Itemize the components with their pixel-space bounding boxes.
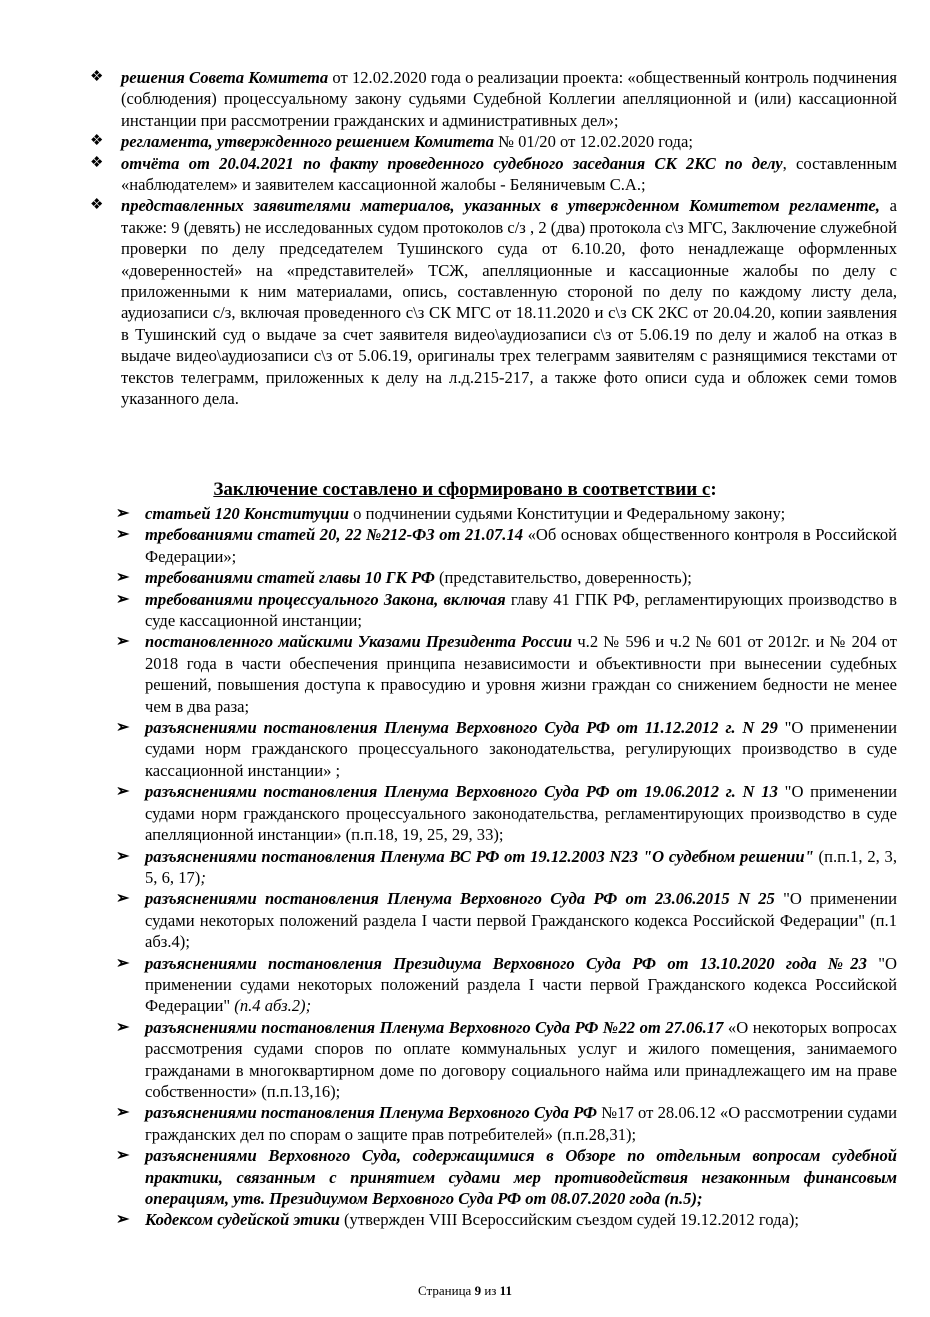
arrow-bullet-icon: ➢ [116, 1104, 130, 1122]
arrow-bullet-icon: ➢ [116, 890, 130, 908]
page-number: Страница 9 из 11 [418, 1283, 512, 1298]
arrow-bullet-icon: ➢ [116, 569, 130, 587]
list-item: ❖ регламента, утвержденного решением Комитета № 01/20 от 12.02.2020 года; [90, 132, 693, 152]
list-item: ➢ постановленного майскими Указами Президента России ч.2 № 596 и ч.2 № 601 от 2012г. и № 204 от 2018 года в части обеспечения принципа независимости и объективности при вынесении судебных решений, повышения доступа к правосудию и уровня жизни граждан со снижением бедности не менее чем в два раза; [116, 632, 897, 716]
arrow-bullet-icon: ➢ [116, 1147, 130, 1165]
list-item: ➢ разъяснениями постановления Президиума Верховного Суда РФ от 13.10.2020 года №23 "О применении судами некоторых положений раздела I части первой Гражданского кодекса Российской Федерации" (п.4 абз.2); [116, 953, 897, 1016]
arrow-bullet-icon: ➢ [116, 719, 130, 737]
arrow-bullet-icon: ➢ [116, 505, 130, 522]
basis-list [0, 67, 930, 410]
list-item: ❖ представленных заявителями материалов, указанных в утвержденном Комитетом регламенте, а также: 9 (девять) не исследованных судом протоколов с/з , 2 (два) протокола с\з МГС, Заключение служебной проверки по делу председателем Тушинского суда от 6.10.20, фото ненадлежаще оформленных «доверенностей» на «представителей» ТСЖ, апелляционные и кассационные жалобы по делу с приложенными к ним материалами, опись, составленную стороной по делу по каждому листу дела, аудиозаписи с/з, включая проведенного с\з СК МГС от 18.11.2020 и с\з СК 2КС от 20.04.20, копии заявления в Тушинский суд о выдаче за счет заявителя видео\аудиозаписи с\з от 5.06.19 по делу и жалоб на отказ в выдаче видео\аудиозаписи с\з от 5.06.19, оригиналы трех телеграмм заявителям с разнящимися текстами от текстов телеграмм, приложенных к делу на л.д.215-217, а также фото описи суда и обложек семи томов указанного дела. [90, 196, 898, 409]
list-item: ➢ требованиями статей 20, 22 №212-ФЗ от 21.07.14 «Об основах общественного контроля в Российской Федерации»; [116, 525, 897, 566]
arrow-bullet-icon: ➢ [116, 1211, 130, 1229]
list-item: ➢ требованиями процессуального Закона, включая главу 41 ГПК РФ, регламентирующих производство в суде кассационной инстанции; [116, 589, 897, 631]
compliance-list [0, 503, 930, 1231]
list-item: ➢ разъяснениями постановления Пленума Верховного Суда РФ №22 от 27.06.17 «О некоторых вопросах рассмотрения судами споров по оплате коммунальных услуг и жилого помещения, занимаемого гражданами в многоквартирном доме по договору социального найма или принадлежащего им на праве собственности» (п.п.13,16); [116, 1017, 897, 1101]
list-item: ➢ требованиями статей главы 10 ГК РФ (представительство, доверенность); [116, 568, 692, 588]
arrow-bullet-icon: ➢ [116, 783, 130, 801]
diamond-bullet-icon: ❖ [90, 69, 104, 85]
list-item: ➢ разъяснениями постановления Пленума Верховного Суда РФ от 11.12.2012 г. N 29 "О применении судами норм гражданского процессуального законодательства, регулирующих производство в суде кассационной инстанции» ; [116, 718, 897, 780]
arrow-bullet-icon: ➢ [116, 954, 130, 972]
list-item: ➢ разъяснениями постановления Пленума ВС РФ от 19.12.2003 N23 "О судебном решении" (п.п.1, 2, 3, 5, 6, 17); [116, 846, 897, 887]
arrow-bullet-icon: ➢ [116, 1018, 130, 1036]
list-item: ❖ решения Совета Комитета от 12.02.2020 года о реализации проекта: «общественный контроль подчинения (соблюдения) процессуальному закону судьями Судебной Коллегии апелляционной и (или) кассационной инстанции при рассмотрении гражданских и административных дел»; [90, 68, 897, 130]
section-heading: Заключение составлено и сформировано в соответствии с: [213, 479, 717, 500]
arrow-bullet-icon: ➢ [116, 633, 130, 651]
arrow-bullet-icon: ➢ [116, 526, 130, 544]
list-item: ➢ разъяснениями постановления Пленума Верховного Суда РФ от 19.06.2012 г. N 13 "О применении судами норм гражданского процессуального законодательства, регламентирующих производство в суде апелляционной инстанции» (п.п.18, 19, 25, 29, 33); [116, 782, 897, 845]
arrow-bullet-icon: ➢ [116, 590, 130, 608]
diamond-bullet-icon: ❖ [90, 133, 104, 150]
list-item: ➢ разъяснениями постановления Пленума Верховного Суда РФ от 23.06.2015 N 25 "О применении судами некоторых положений раздела I части первой Гражданского кодекса Российской Федерации" (п.1 абз.4); [116, 889, 897, 952]
diamond-bullet-icon: ❖ [90, 154, 104, 171]
diamond-bullet-icon: ❖ [90, 197, 104, 214]
list-item: ❖ отчёта от 20.04.2021 по факту проведенного судебного заседания СК 2КС по делу, составленным «наблюдателем» и заявителем кассационной жалобы - Беляничевым С.А.; [90, 153, 897, 195]
list-item: ➢ Кодексом судейской этики (утвержден VIII Всероссийским съездом судей 19.12.2012 года); [116, 1210, 800, 1230]
list-item: ➢ статьей 120 Конституции о подчинении судьями Конституции и Федеральному закону; [116, 504, 786, 523]
list-item: ➢ разъяснениями Верховного Суда, содержащимися в Обзоре по отдельным вопросам судебной практики, связанным с принятием судами мер противодействия незаконным финансовым операциям, утв. Президиумом Верховного Суда РФ от 08.07.2020 года (п.5); [116, 1146, 897, 1208]
list-item: ➢ разъяснениями постановления Пленума Верховного Суда РФ №17 от 28.06.12 «О рассмотрении судами гражданских дел по спорам о защите прав потребителей» (п.п.28,31); [116, 1103, 897, 1144]
arrow-bullet-icon: ➢ [116, 847, 130, 865]
